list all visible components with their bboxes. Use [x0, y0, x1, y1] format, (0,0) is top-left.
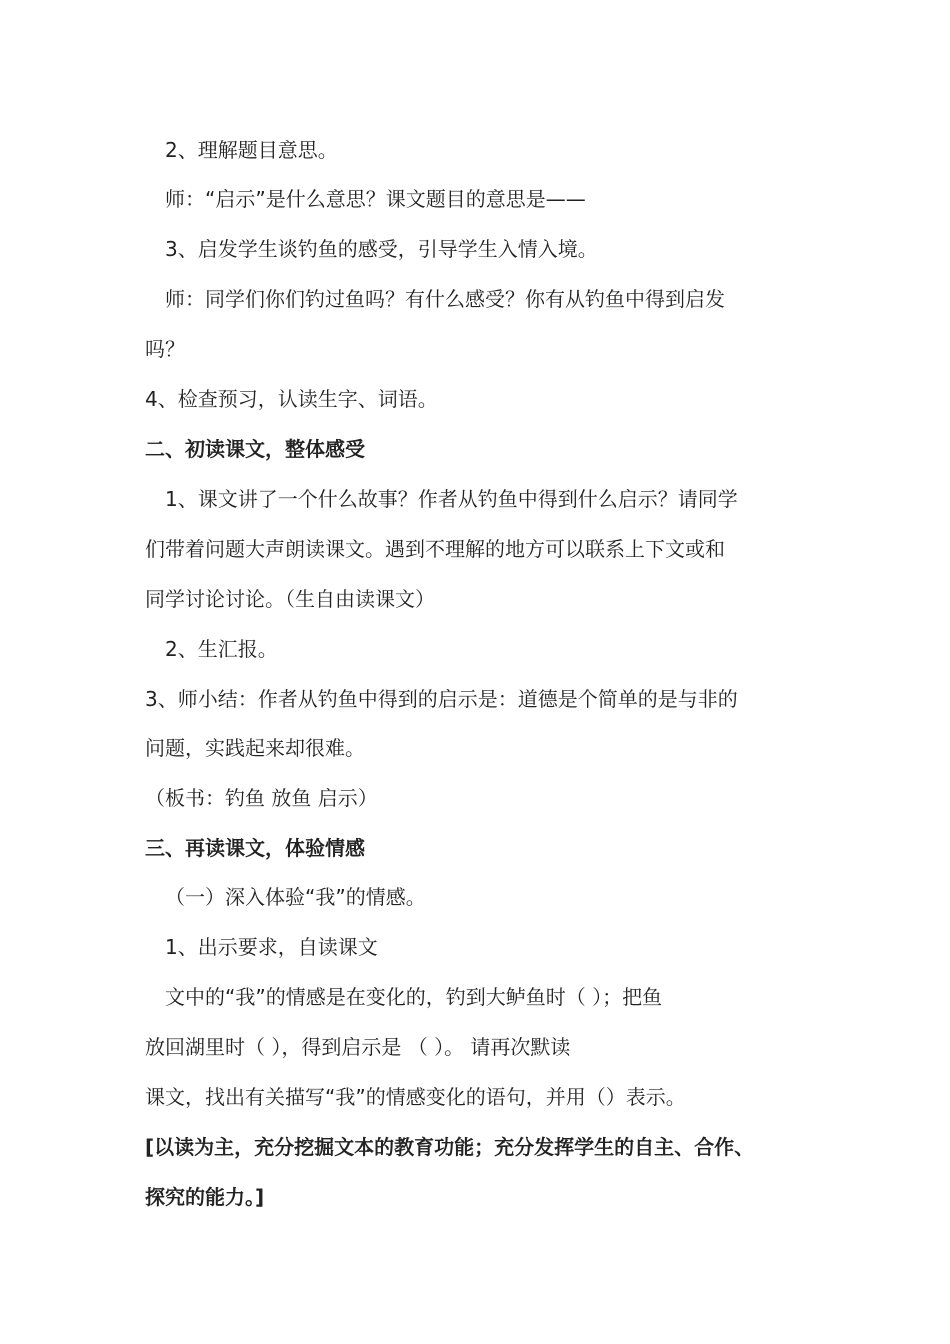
design-note-line-2: 探究的能力。] [145, 1185, 265, 1209]
section-2-item-1-cont-b: 同学讨论讨论。（生自由读课文） [145, 587, 435, 611]
board-writing: （板书：钓鱼 放鱼 启示） [145, 786, 378, 810]
step-4-check-preview: 4、检查预习，认读生字、词语。 [145, 387, 438, 411]
section-3-sub-1: （一）深入体验“我”的情感。 [165, 885, 426, 909]
step-3-inspire-students: 3、启发学生谈钓鱼的感受，引导学生入情入境。 [165, 237, 598, 261]
section-2-item-3: 3、师小结：作者从钓鱼中得到的启示是：道德是个简单的是与非的 [145, 687, 738, 711]
section-3-heading: 三、再读课文，体验情感 [145, 836, 365, 860]
section-2-item-2: 2、生汇报。 [165, 637, 278, 661]
emotion-task-line-1: 文中的“我”的情感是在变化的，钓到大鲈鱼时（ ）；把鱼 [165, 985, 663, 1009]
section-2-item-3-cont: 问题，实践起来却很难。 [145, 736, 365, 760]
teacher-question-meaning: 师：“启示”是什么意思？课文题目的意思是—— [165, 187, 586, 211]
step-2-understand-title: 2、理解题目意思。 [165, 138, 338, 162]
teacher-question-fishing-cont: 吗？ [145, 337, 185, 361]
section-2-item-1-cont-a: 们带着问题大声朗读课文。遇到不理解的地方可以联系上下文或和 [145, 537, 725, 561]
emotion-task-line-3: 课文，找出有关描写“我”的情感变化的语句，并用（）表示。 [145, 1085, 686, 1109]
emotion-task-line-2: 放回湖里时（ ），得到启示是 （ ）。 请再次默读 [145, 1035, 571, 1059]
design-note-line-1: [以读为主，充分挖掘文本的教育功能；充分发挥学生的自主、合作、 [145, 1135, 755, 1159]
teacher-question-fishing: 师：同学们你们钓过鱼吗？有什么感受？你有从钓鱼中得到启发 [165, 287, 725, 311]
section-2-heading: 二、初读课文，整体感受 [145, 437, 365, 461]
section-2-item-1: 1、课文讲了一个什么故事？作者从钓鱼中得到什么启示？请同学 [165, 487, 738, 511]
section-3-item-1: 1、出示要求，自读课文 [165, 935, 378, 959]
